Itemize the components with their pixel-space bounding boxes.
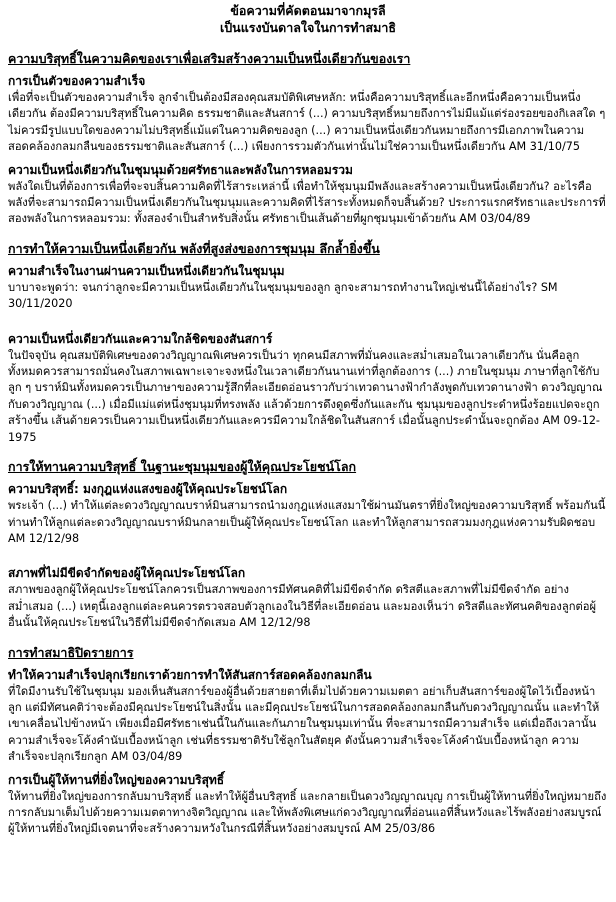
section-closing-meditation — [8, 644, 608, 838]
item-heading: ความเป็นหนึ่งเดียวกันและความใกล้ชิดของสันสการ์ — [8, 331, 273, 346]
spacer — [8, 549, 608, 559]
item-text: สภาพของลูกผู้ให้คุณประโยชน์โลกควรเป็นสภาพของการมีทัศนคติที่ไม่มีขีดจำกัด ดริสตีและสภาพที่ไม่มีขีดจำกัด อย่างสม่ำเสมอ (...) เหตุนี้เองลูกแต่ละคนควรตรวจสอบตัวลูกเองในวิธีที่ละเอียดอ่อน และมองเห็นว่า ดริสตีและทัศนคติของลูกต่อผู้อื่นนั้นให้คุณประโยชน์ในวิธีที่ไม่มีขีดจำกัดเสมอ AM 12/12/98 — [8, 583, 597, 630]
item-heading: ความเป็นหนึ่งเดียวกันในชุมนุมด้วยศรัทธาและพลังในการหลอมรวม — [8, 162, 353, 177]
document-page — [0, 2, 616, 838]
section-donating-purity — [8, 458, 608, 631]
section-purity-unity — [8, 50, 608, 228]
item-heading: ความบริสุทธิ์: มงกุฎแห่งแสงของผู้ให้คุณประโยชน์โลก — [8, 482, 288, 497]
section-heading: การให้ทานความบริสุทธิ์ ในฐานะชุมนุมของผู้ให้คุณประโยชน์โลก — [8, 459, 357, 475]
document-title — [8, 2, 608, 36]
section-heading: การทำสมาธิปิดรายการ — [8, 644, 134, 660]
item-heading: ความสำเร็จในงานผ่านความเป็นหนึ่งเดียวกันในชุมนุม — [8, 263, 285, 278]
item-text: พระเจ้า (...) ทำให้แต่ละดวงวิญญาณบราห์มินสามารถนำมงกุฎแห่งแสงมาใช้ผ่านมันตราที่ยิ่งใหญ่ของความบริสุทธิ์ พร้อมกันนี้ท่านทำให้ลูกแต่ละดวงวิญญาณบราห์มินกลายเป็นผู้ให้คุณประโยชน์โลก และทำให้ลูกสามารถสวมมงกุฎแห่งความรับผิดชอบ AM 12/12/98 — [8, 499, 606, 545]
section-deepening-unity — [8, 240, 608, 446]
item-text: ที่ใดมีงานรับใช้ในชุมนุม มองเห็นสันสการ์ของผู้อื่นด้วยสายตาที่เต็มไปด้วยความเมตตา อย่าเก็บสันสการ์ของผู้ใดไว้เบื้องหน้าลูก แต่มีทัศนคติว่าจะต้องมีคุณประโยชน์ในสิ่งนั้น และมีคุณประโยชน์ในการสอดคล้องกลมกลืนกับดวงวิญญาณนั้น และทำให้เขาเคลื่อนไปข้างหน้า เพียงเมื่อมีศรัทธาเช่นนี้ในกันและกันภายในชุมนุมเท่านั้น ที่จะสามารถมีความสำเร็จ แต่เมื่อถึงเวลานั้นความสำเร็จจะโค้งคำนับเบื้องหน้าลูก เช่นที่ธรรมชาติรับใช้ลูกในสัตยุค ดังนั้นความสำเร็จจะโค้งคำนับเบื้องหน้าลูก ความสำเร็จจะปลุกเรียกลูก AM 03/04/89 — [8, 684, 600, 764]
item-heading: สภาพที่ไม่มีขีดจำกัดของผู้ให้คุณประโยชน์โลก — [8, 566, 246, 581]
section-heading: ความบริสุทธิ์ในความคิดของเราเพื่อเสริมสร้างความเป็นหนึ่งเดียวกันของเรา — [8, 51, 411, 66]
item-text: เพื่อที่จะเป็นตัวของความสำเร็จ ลูกจำเป็นต้องมีสองคุณสมบัติพิเศษหลัก: หนึ่งคือความบริสุทธิ์และอีกหนึ่งคือความเป็นหนึ่งเดียวกัน ต้องมีความบริสุทธิ์ในความคิด ธรรมชาติและสันสการ์ (...) ความบริสุทธิ์หมายถึงการไม่มีแม้แต่ร่องรอยของกิเลสใด ๆ ไม่ควรมีรูปแบบใดของความไม่บริสุทธิ์แม้แต่ในความคิดของลูก (...) ความเป็นหนึ่งเดียวกันหมายถึงการมีเอกภาพในความสอดคล้องกลมกลืนของธรรมชาติและสันสการ์ (...) เพียงการรวมตัวกันเท่านั้นไม่ใช่ความเป็นหนึ่งเดียวกัน AM 31/10/75 — [8, 91, 606, 154]
document-title-line-1: ข้อความที่คัดตอนมาจากมุรลี — [230, 3, 386, 18]
section-heading: การทำให้ความเป็นหนึ่งเดียวกัน พลังที่สูงส่งของการชุมนุม ลึกล้ำยิ่งขึ้น — [8, 240, 380, 256]
spacer — [8, 315, 608, 325]
item-text: พลังใดเป็นที่ต้องการเพื่อที่จะจบสิ้นความคิดที่ไร้สาระเหล่านี้ เพื่อทำให้ชุมนุมมีพลังและสร้างความเป็นหนึ่งเดียวกัน? อะไรคือพลังที่จะสามารถมีความเป็นหนึ่งเดียวกันในชุมนุมและความคิดที่ไร้สาระทั้งหมดก็จบสิ้นด้วย? ประการแรกศรัทธาและประการที่สองพลังในการหลอมรวม: ทั้งสองจำเป็นสำหรับสิ่งนั้น ศรัทธาเป็นเส้นด้ายที่ผูกชุมนุมเข้าด้วยกัน AM 03/04/89 — [8, 179, 606, 226]
item-text: บาบาจะพูดว่า: จนกว่าลูกจะมีความเป็นหนึ่งเดียวกันในชุมนุมของลูก ลูกจะสามารถทำงานใหญ่เช่นนี้ได้อย่างไร? SM 30/11/2020 — [8, 280, 558, 311]
item-heading: ทำให้ความสำเร็จปลุกเรียกเราด้วยการทำให้สันสการ์สอดคล้องกลมกลืน — [8, 667, 372, 682]
item-text: ในปัจจุบัน คุณสมบัติพิเศษของดวงวิญญาณพิเศษควรเป็นว่า ทุกคนมีสภาพที่มั่นคงและสม่ำเสมอในเวลาเดียวกัน นั่นคือลูกทั้งหมดควรสามารถมั่นคงในสภาพเฉพาะเจาะจงหนึ่งในเวลาเดียวกันนานเท่าที่ลูกต้องการ (...) ภายในชุมนุม ภาษาที่ลูกใช้กับลูก ๆ บราห์มินทั้งหมดควรเป็นภาษาของความรู้สึกที่ละเอียดอ่อนราวกับว่าเทวดานางฟ้ากำลังพูดกับเทวดานางฟ้า ดวงวิญญาณกับดวงวิญญาณ (...) เมื่อมีแม่แต่หนึ่งชุมนุมที่ทรงพลัง แล้วด้วยการดึงดูดซึ่งกันและกัน ชุมนุมของลูกประดำหนึ่งร้อยแปดจะถูกสร้างขึ้น เส้นด้ายควรเป็นความเป็นหนึ่งเดียวกันและควรมีความใกล้ชิดในสันสการ์ เมื่อนั้นลูกประดำนั้นจะถูกต้อง AM 09-12-1975 — [8, 348, 603, 444]
item-heading: การเป็นตัวของความสำเร็จ — [8, 74, 146, 88]
item-text: ให้ทานที่ยิ่งใหญ่ของการกลับมาบริสุทธิ์ และทำให้ผู้อื่นบริสุทธิ์ และกลายเป็นดวงวิญญาณบุญ การเป็นผู้ให้ทานที่ยิ่งใหญ่หมายถึงการกลับมาเต็มไปด้วยความเมตตาทางจิตวิญญาณ และให้พลังพิเศษแก่ดวงวิญญาณที่อ่อนแอที่สิ้นหวังและไร้พลังอย่างสมบูรณ์ ผู้ให้ทานที่ยิ่งใหญ่มีเจตนาที่จะสร้างความหวังในกรณีที่สิ้นหวังอย่างสมบูรณ์ AM 25/03/86 — [8, 789, 607, 836]
item-heading: การเป็นผู้ให้ทานที่ยิ่งใหญ่ของความบริสุทธิ์ — [8, 772, 225, 787]
document-title-line-2: เป็นแรงบันดาลใจในการทำสมาธิ — [219, 20, 397, 35]
